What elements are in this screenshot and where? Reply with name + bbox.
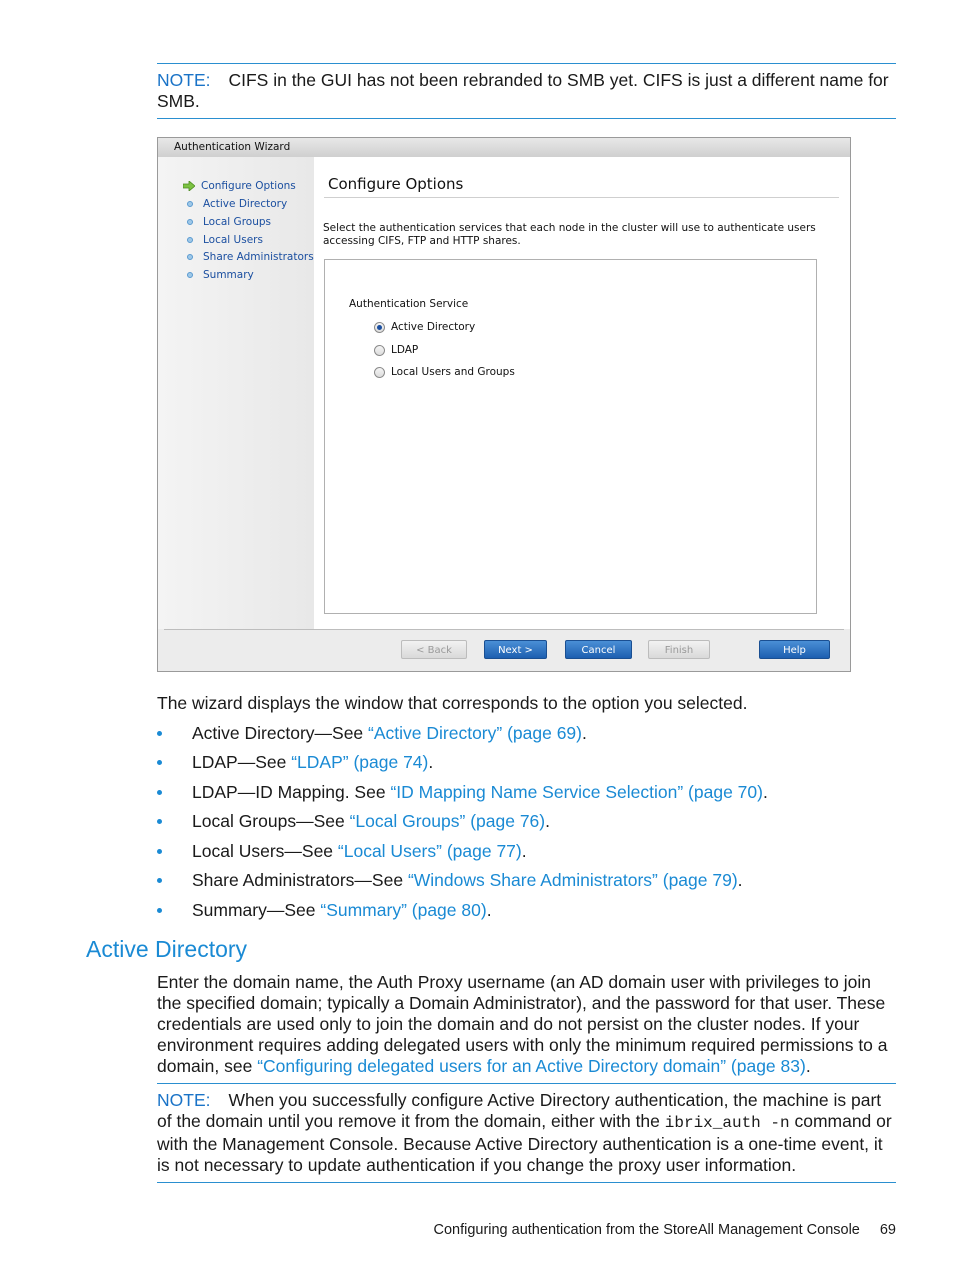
footer-divider (164, 629, 844, 630)
cross-reference-link[interactable]: “Local Groups” (page 76) (349, 811, 546, 831)
heading-divider (324, 197, 839, 198)
step-bullet-icon (187, 254, 193, 260)
punctuation: . (582, 723, 587, 743)
page-heading: Configure Options (328, 175, 464, 193)
step-bullet-icon (187, 237, 193, 243)
radio-label: Active Directory (391, 321, 476, 333)
cross-reference-link[interactable]: “ID Mapping Name Service Selection” (page 70) (390, 782, 763, 802)
list-item-text: LDAP—ID Mapping. See (192, 782, 391, 802)
radio-label: LDAP (391, 344, 419, 356)
cross-reference-link[interactable]: “Active Directory” (page 69) (368, 723, 582, 743)
footer-title: Configuring authentication from the StoreAll Management Console (433, 1222, 860, 1238)
help-button[interactable]: Help (759, 640, 830, 659)
punctuation: . (545, 811, 550, 831)
wizard-title-bar (158, 138, 850, 158)
note-text: CIFS in the GUI has not been rebranded to SMB yet. CIFS is just a different name for SMB. (157, 70, 889, 111)
section-body-paragraph (157, 972, 893, 1077)
punctuation: . (762, 782, 768, 802)
page-description: Select the authentication services that each node in the cluster will use to authenticate users accessing CIFS, FTP and HTTP shares. (323, 222, 816, 247)
cross-reference-link[interactable]: “Summary” (page 80) (320, 900, 487, 920)
intro-paragraph: The wizard displays the window that corresponds to the option you selected. (157, 693, 748, 713)
current-step-arrow-icon (183, 181, 195, 191)
punctuation: . (428, 752, 434, 772)
bullet-icon (157, 908, 162, 913)
cross-reference-link[interactable]: “Local Users” (page 77) (337, 841, 522, 861)
radio-selected-icon[interactable] (374, 322, 385, 333)
radio-unselected-icon[interactable] (374, 345, 385, 356)
note-label: NOTE: (157, 1090, 211, 1110)
list-item-text: Local Users—See (192, 841, 338, 861)
list-item-text: Share Administrators—See (192, 870, 408, 890)
nav-item-label: Summary (203, 269, 254, 281)
note-text: command or with the Management Console. Because Active Directory authentication is a one-time event, it is not necessary to update authentication if you change the proxy user information. (157, 1111, 892, 1175)
cross-reference-link[interactable]: “Configuring delegated users for an Active Directory domain” (page 83) (257, 1056, 806, 1076)
wizard-content-panel (314, 157, 850, 629)
nav-item-label: Local Users (203, 234, 263, 246)
punctuation: . (805, 1056, 811, 1076)
wizard-nav-panel (158, 157, 314, 629)
page-footer (433, 1222, 896, 1238)
step-bullet-icon (187, 272, 193, 278)
note-box-smb (157, 63, 896, 119)
radio-label: Local Users and Groups (391, 366, 515, 378)
cross-reference-link[interactable]: “Windows Share Administrators” (page 79) (407, 870, 738, 890)
nav-item-label: Local Groups (203, 216, 271, 228)
nav-item-label: Share Administrators (203, 251, 314, 263)
back-button[interactable]: < Back (401, 640, 467, 659)
nav-item-local-groups[interactable] (186, 215, 271, 229)
step-bullet-icon (187, 219, 193, 225)
authentication-wizard-window (157, 137, 851, 672)
nav-item-configure-options[interactable] (186, 179, 296, 193)
radio-ldap[interactable] (374, 344, 418, 356)
punctuation: . (521, 841, 527, 861)
bullet-icon (157, 731, 162, 736)
next-button[interactable]: Next > (484, 640, 547, 659)
bullet-icon (157, 790, 162, 795)
step-bullet-icon (187, 201, 193, 207)
page-number: 69 (879, 1222, 896, 1238)
nav-item-summary[interactable] (186, 268, 254, 282)
list-item-text: Summary—See (192, 900, 321, 920)
service-options-box (324, 259, 817, 614)
radio-local-users-groups[interactable] (374, 366, 515, 378)
nav-item-active-directory[interactable] (186, 197, 287, 211)
radio-active-directory[interactable] (374, 321, 475, 333)
service-group-label: Authentication Service (349, 298, 469, 310)
list-item-text: LDAP—See (192, 752, 292, 772)
note-label: NOTE: (157, 70, 211, 90)
note-text: When you successfully configure Active Directory authentication, the machine is part of the domain until you remove it from the domain, either with the (157, 1090, 882, 1131)
bullet-icon (157, 849, 162, 854)
radio-unselected-icon[interactable] (374, 367, 385, 378)
cross-reference-link[interactable]: “LDAP” (page 74) (291, 752, 429, 772)
cancel-button[interactable]: Cancel (565, 640, 632, 659)
command-code: ibrix_auth -n (664, 1114, 790, 1132)
list-item-text: Active Directory—See (192, 723, 369, 743)
nav-item-label: Active Directory (203, 198, 288, 210)
nav-item-share-administrators[interactable] (186, 250, 314, 264)
bullet-icon (157, 878, 162, 883)
nav-item-label: Configure Options (201, 180, 296, 192)
section-body-text: Enter the domain name, the Auth Proxy username (an AD domain user with privileges to join the specified domain; typically a Domain Administrator), and the password for that user. These credentials are used only to join the domain and do not persist on the cluster nodes. If your environment requires adding delegated users with only the minimum required permissions to a domain, see (157, 972, 888, 1076)
nav-item-local-users[interactable] (186, 233, 263, 247)
finish-button[interactable]: Finish (648, 640, 710, 659)
list-item-text: Local Groups—See (192, 811, 350, 831)
section-heading: Active Directory (86, 936, 248, 962)
bullet-icon (157, 819, 162, 824)
bullet-icon (157, 760, 162, 765)
punctuation: . (486, 900, 492, 920)
note-box-domain (157, 1083, 896, 1183)
punctuation: . (737, 870, 743, 890)
wizard-title: Authentication Wizard (174, 141, 291, 153)
